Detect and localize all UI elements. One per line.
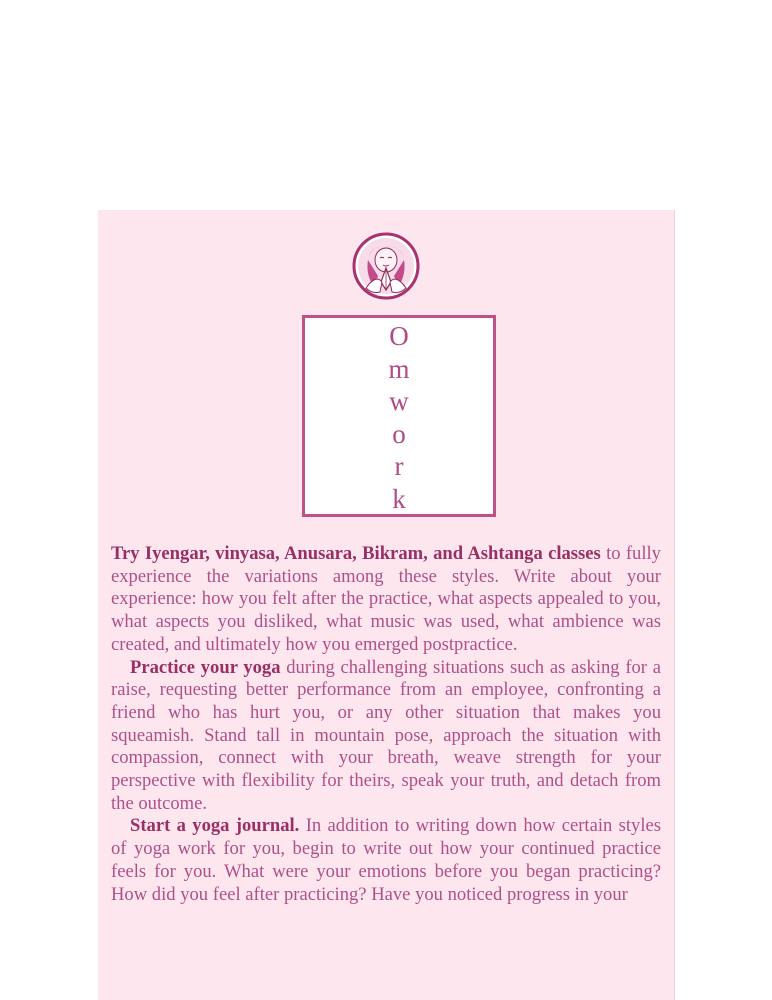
paragraph-text: In addition to writing down how certain styles of yoga work for you, begin to write out how your continued practice feels for you. What were your emotions before you began practicing? How did you feel after practicing? Have you noticed progress in your — [111, 815, 661, 905]
title-letter: w — [389, 386, 409, 416]
paragraph-text: during challenging situations such as asking for a raise, requesting better performance from an employee, confronting a friend who has hurt you, or any other situation that makes you squeamish. Stand tall in mountain pose, approach the situation with compassion, connect with your breath, weave strength for your perspective with flexibility for theirs, speak your truth, and detach from the outcome. — [111, 656, 661, 814]
title-letter: o — [392, 418, 406, 449]
sidebar-title-box — [302, 315, 496, 517]
paragraph-practice-yoga — [111, 657, 661, 816]
title-letter: O — [389, 321, 409, 351]
namaste-hands-icon — [352, 232, 420, 300]
title-letter: r — [394, 451, 404, 481]
paragraph-text: to fully experience the variations among these styles. Write about your experience: how you felt after the practice, what aspects appealed to you, what aspects you disliked, what music was used, what ambience was created, and ultimately how you emerged postpractice. — [111, 543, 661, 655]
emblem-graphic — [352, 232, 420, 300]
paragraph-yoga-journal — [111, 815, 661, 906]
paragraph-iyengar-classes — [111, 543, 661, 657]
sidebar-title — [305, 320, 493, 515]
paragraph-lead: Start a yoga journal. — [130, 815, 300, 837]
sidebar-body — [111, 543, 661, 906]
paragraph-lead: Practice your yoga — [130, 656, 281, 678]
paragraph-lead: Try Iyengar, vinyasa, Anusara, Bikram, and Ashtanga classes — [111, 543, 601, 564]
title-letter: m — [388, 353, 410, 384]
title-letter: k — [392, 483, 406, 514]
